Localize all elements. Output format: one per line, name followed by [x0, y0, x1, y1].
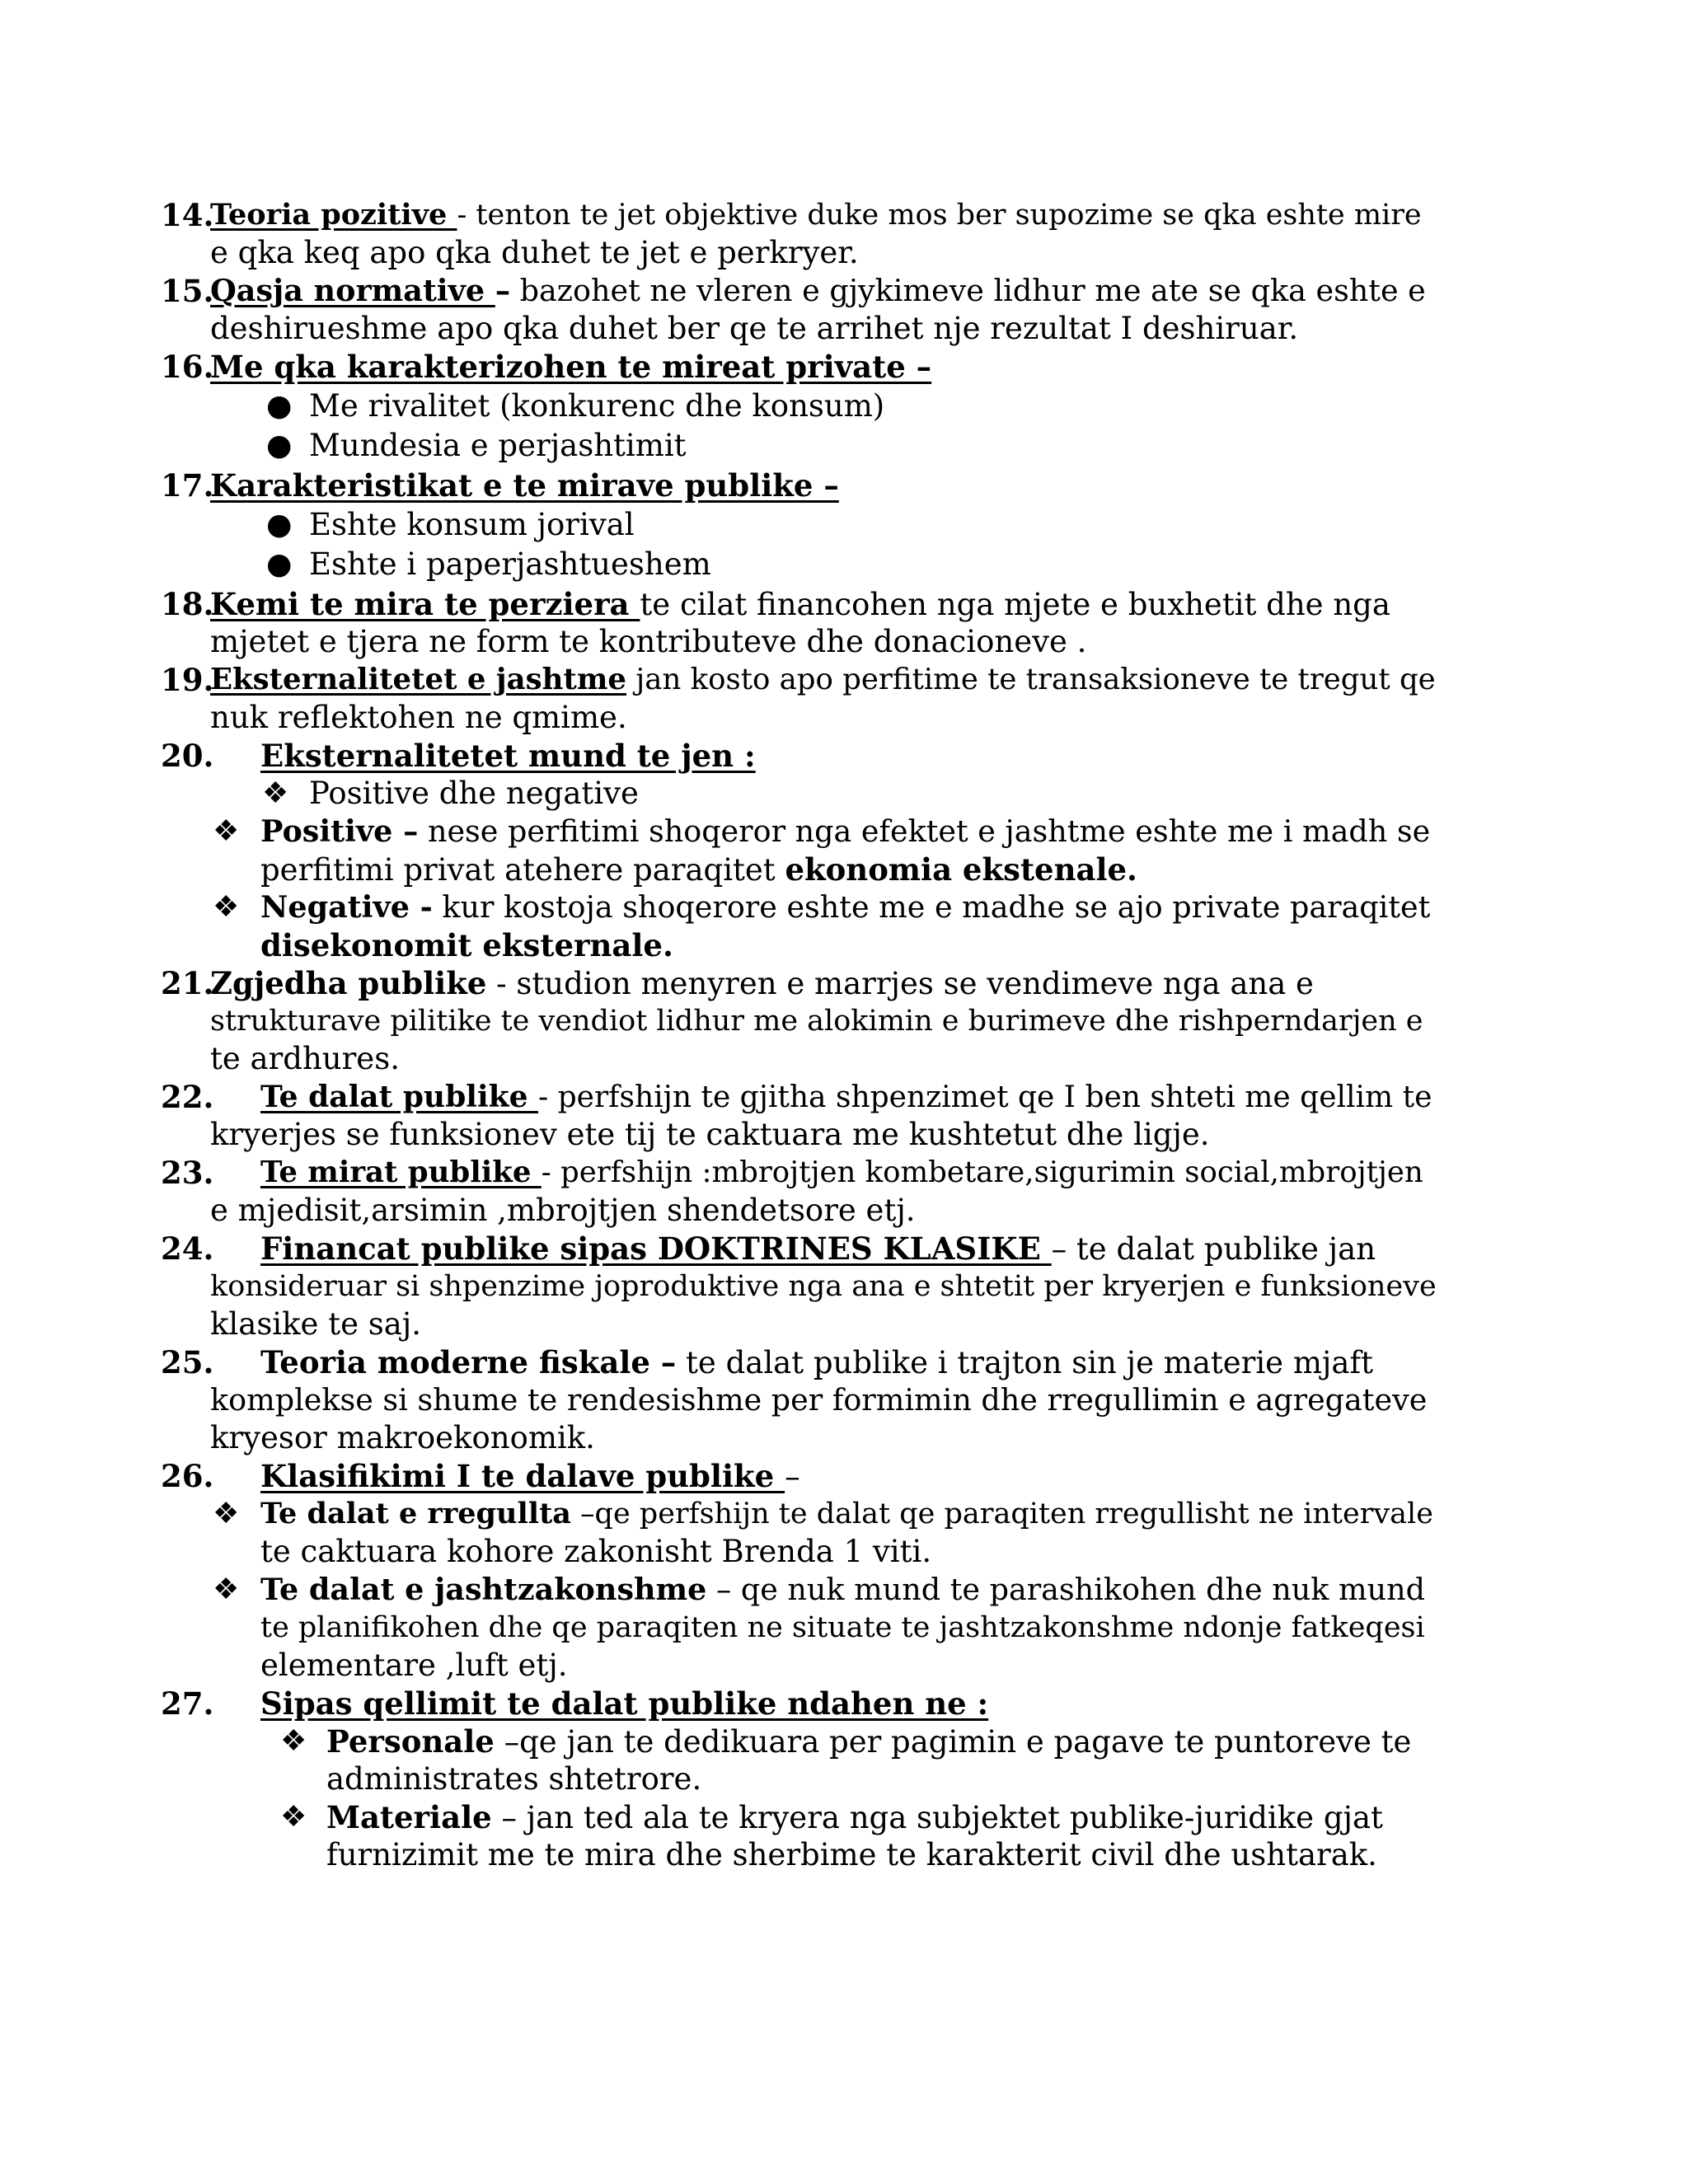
item-27-a-text: –qe jan te dedikuara per pagimin e pagave te puntoreve te [494, 1724, 1412, 1760]
bullet-icon: ● [266, 429, 293, 462]
item-number: 18. [161, 586, 214, 622]
item-17-bullet-2: Eshte i paperjashtueshem [309, 546, 711, 582]
item-26-dash: – [785, 1459, 800, 1494]
item-21-title: Zgjedha publike [210, 965, 487, 1001]
item-26-b-line-1 [260, 1571, 1425, 1609]
item-20-positive-line-2 [260, 851, 1137, 889]
item-25-title: Teoria moderne fiskale – [260, 1344, 677, 1380]
item-26-b-text: – qe nuk mund te parashikohen dhe nuk mund [706, 1572, 1425, 1607]
item-number: 19. [161, 662, 214, 698]
item-number: 24. [161, 1230, 214, 1267]
item-26-b-line-2: te planifikohen dhe qe paraqiten ne situate te jashtzakonshme ndonje fatkeqesi [260, 1611, 1425, 1644]
item-20-negative-line-1 [260, 888, 1430, 926]
item-19-title: Eksternalitetet e jashtme [210, 663, 626, 696]
diamond-bullet-icon: ❖ [213, 1572, 240, 1606]
item-27-title: Sipas qellimit te dalat publike ndahen ne : [260, 1685, 989, 1722]
item-number: 14. [161, 197, 214, 233]
item-number: 15. [161, 273, 214, 309]
item-number: 21. [161, 965, 214, 1001]
item-27-b-line-2: furnizimit me te mira dhe sherbime te karakterit civil dhe ushtarak. [326, 1837, 1377, 1872]
bullet-icon: ● [266, 389, 293, 423]
item-16-title: Me qka karakterizohen te mireat private – [210, 349, 932, 385]
item-23-line-1 [260, 1154, 1423, 1192]
item-21-text: - studion menyren e marrjes se vendimeve nga ana e [486, 966, 1314, 1001]
item-15-line-2: deshirueshme apo qka duhet ber qe te arrihet nje rezultat I deshiruar. [210, 311, 1299, 346]
item-24-line-3: klasike te saj. [210, 1306, 422, 1342]
item-18-line-1 [210, 585, 1390, 624]
item-number: 25. [161, 1344, 214, 1380]
item-25-line-2: komplekse si shume te rendesishme per formimin dhe rregullimin e agregateve [210, 1382, 1428, 1418]
item-18-title: Kemi te mira te perziera [210, 586, 640, 622]
item-15-text: bazohet ne vleren e gjykimeve lidhur me ate se qka eshte e [510, 273, 1426, 308]
item-26-title: Klasifikimi I te dalave publike [260, 1458, 785, 1494]
item-20-positive-term: ekonomia ekstenale. [785, 851, 1137, 888]
diamond-bullet-icon: ❖ [280, 1724, 307, 1758]
item-26-a-line-2: te caktuara kohore zakonisht Brenda 1 viti. [260, 1534, 932, 1569]
item-26-a-line-1 [260, 1495, 1433, 1533]
item-27-a-line-1 [326, 1722, 1411, 1761]
item-16-bullet-1: Me rivalitet (konkurenc dhe konsum) [309, 388, 885, 424]
bullet-icon: ● [266, 547, 293, 581]
item-14-line-2: e qka keq apo qka duhet te jet e perkryer. [210, 235, 859, 270]
item-20-positive-text: nese perfitimi shoqeror nga efektet e jashtme eshte me i madh se [418, 813, 1431, 849]
item-17-title: Karakteristikat e te mirave publike – [210, 467, 839, 504]
item-27-b-line-1 [326, 1798, 1383, 1837]
item-27-b-label: Materiale [326, 1799, 492, 1835]
item-20-negative-line-2: disekonomit eksternale. [260, 927, 673, 963]
item-number: 22. [161, 1079, 214, 1115]
item-16-bullet-2: Mundesia e perjashtimit [309, 428, 687, 463]
item-22-title: Te dalat publike [260, 1080, 539, 1114]
diamond-bullet-icon: ❖ [213, 814, 240, 848]
item-20-title: Eksternalitetet mund te jen : [260, 738, 756, 774]
item-14-line-1 [210, 196, 1422, 234]
item-20-positive-line-1 [260, 813, 1430, 851]
item-23-title: Te mirat publike [260, 1155, 542, 1189]
item-24-line-1 [260, 1230, 1376, 1268]
item-21-line-2: strukturave pilitike te vendiot lidhur me alokimin e burimeve dhe rishperndarjen e [210, 1005, 1423, 1038]
item-22-text: - perfshijn te gjitha shpenzimet qe I ben shteti me qellim te [538, 1080, 1432, 1114]
item-22-line-2: kryerjes se funksionev ete tij te caktuara me kushtetut dhe ligje. [210, 1117, 1210, 1152]
item-27-a-label: Personale [326, 1723, 495, 1760]
item-number: 16. [161, 349, 214, 385]
item-26-a-label: Te dalat e rregullta [260, 1497, 571, 1530]
item-24-text: – te dalat publike jan [1051, 1231, 1376, 1267]
item-14-text: - tenton te jet objektive duke mos ber supozime se qka eshte mire [457, 199, 1422, 232]
item-26-a-text: –qe perfshijn te dalat qe paraqiten rregullisht ne intervale [570, 1497, 1433, 1530]
item-15-title: Qasja normative [210, 273, 495, 308]
item-20-negative-text: kur kostoja shoqerore eshte me e madhe se ajo private paraqitet [432, 889, 1431, 925]
item-21-line-1 [210, 964, 1314, 1003]
item-18-text: te cilat financohen nga mjete e buxhetit dhe nga [640, 587, 1390, 622]
item-27-b-text: – jan ted ala te kryera nga subjektet publike-juridike gjat [491, 1800, 1383, 1835]
item-23-text: - perfshijn :mbrojtjen kombetare,sigurimin social,mbrojtjen [541, 1155, 1423, 1189]
diamond-bullet-icon: ❖ [280, 1800, 307, 1834]
item-26-b-label: Te dalat e jashtzakonshme [260, 1572, 707, 1607]
diamond-bullet-icon: ❖ [213, 1497, 240, 1530]
item-21-line-3: te ardhures. [210, 1041, 400, 1076]
item-19-line-2: nuk reflektohen ne qmime. [210, 700, 627, 735]
diamond-bullet-icon: ❖ [262, 776, 289, 810]
item-24-line-2: konsideruar si shpenzime joproduktive nga ana e shtetit per kryerjen e funksioneve [210, 1270, 1437, 1303]
item-23-line-2: e mjedisit,arsimin ,mbrojtjen shendetsore etj. [210, 1193, 916, 1228]
bullet-icon: ● [266, 508, 293, 541]
item-number: 26. [161, 1458, 214, 1494]
item-number: 23. [161, 1155, 214, 1191]
item-number: 20. [161, 738, 214, 774]
item-17-bullet-1: Eshte konsum jorival [309, 507, 635, 542]
item-20-positive-text-2: perfitimi privat atehere paraqitet [260, 852, 785, 888]
item-number: 27. [161, 1685, 214, 1722]
item-22-line-1 [260, 1078, 1432, 1117]
item-20-sub-1: Positive dhe negative [309, 776, 639, 811]
item-19-line-1 [210, 661, 1436, 699]
diamond-bullet-icon: ❖ [213, 890, 240, 924]
item-26-title-line [260, 1457, 800, 1496]
item-14-title: Teoria pozitive [210, 198, 457, 232]
item-number: 17. [161, 467, 214, 504]
item-20-negative-label: Negative - [260, 889, 433, 925]
item-19-text: jan kosto apo perfitime te transaksioneve te tregut qe [626, 663, 1436, 696]
item-18-line-2: mjetet e tjera ne form te kontributeve dhe donacioneve . [210, 624, 1087, 659]
item-26-b-line-3: elementare ,luft etj. [260, 1647, 568, 1683]
item-25-text: te dalat publike i trajton sin je materie mjaft [676, 1345, 1374, 1380]
item-15-dash: – [495, 273, 511, 308]
item-27-a-line-2: administrates shtetrore. [326, 1761, 702, 1797]
item-24-title: Financat publike sipas DOKTRINES KLASIKE [260, 1230, 1052, 1267]
item-25-line-1 [260, 1343, 1373, 1382]
item-20-positive-label: Positive – [260, 813, 419, 849]
item-25-line-3: kryesor makroekonomik. [210, 1420, 595, 1455]
item-15-line-1 [210, 272, 1426, 310]
